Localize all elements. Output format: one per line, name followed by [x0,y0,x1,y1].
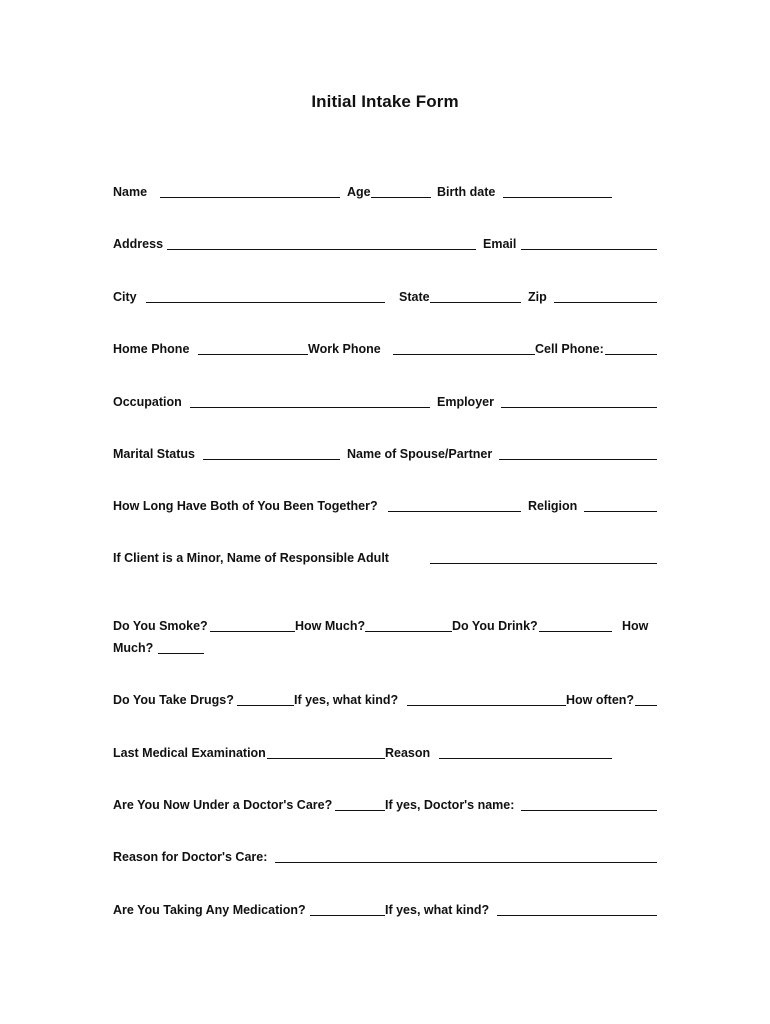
together-field[interactable] [388,498,521,512]
how-much-drink-label-2: Much? [113,641,154,655]
doctor-name-label: If yes, Doctor's name: [385,798,515,812]
how-much-drink-label-1: How [622,619,649,633]
spouse-name-label: Name of Spouse/Partner [347,447,493,461]
row-occupation [0,394,770,418]
zip-label: Zip [528,290,547,304]
work-phone-field[interactable] [393,341,535,355]
minor-label: If Client is a Minor, Name of Responsible Adult [113,551,389,565]
age-label: Age [347,185,371,199]
row-minor [0,550,770,574]
last-exam-label: Last Medical Examination [113,746,266,760]
address-label: Address [113,237,164,251]
address-field[interactable] [167,236,476,250]
drugs-often-label: How often? [566,693,635,707]
doctor-reason-label: Reason for Doctor's Care: [113,850,268,864]
name-label: Name [113,185,148,199]
row-marital [0,446,770,470]
birth-date-field[interactable] [503,184,612,198]
how-much-smoke-label: How Much? [295,619,366,633]
drink-field[interactable] [539,618,612,632]
together-label: How Long Have Both of You Been Together? [113,499,378,513]
drink-label: Do You Drink? [452,619,538,633]
how-much-smoke-field[interactable] [365,618,452,632]
spouse-name-field[interactable] [499,446,657,460]
home-phone-field[interactable] [198,341,308,355]
doctor-reason-field[interactable] [275,849,657,863]
email-label: Email [483,237,517,251]
minor-field[interactable] [430,550,657,564]
medication-kind-label: If yes, what kind? [385,903,490,917]
reason-field[interactable] [439,745,612,759]
employer-field[interactable] [501,394,657,408]
cell-phone-label: Cell Phone: [535,342,604,356]
state-field[interactable] [430,289,521,303]
city-field[interactable] [146,289,385,303]
cell-phone-field[interactable] [605,341,657,355]
row-exam [0,745,770,769]
row-medication [0,902,770,926]
city-label: City [113,290,137,304]
row-name [0,184,770,208]
occupation-field[interactable] [190,394,430,408]
row-together [0,498,770,522]
row-address [0,236,770,260]
doctor-care-label: Are You Now Under a Doctor's Care? [113,798,333,812]
row-phones [0,341,770,365]
email-field[interactable] [521,236,657,250]
row-drugs [0,692,770,716]
age-field[interactable] [371,184,431,198]
smoke-field[interactable] [210,618,295,632]
doctor-care-field[interactable] [335,797,385,811]
occupation-label: Occupation [113,395,182,409]
row-drink-much [0,640,770,664]
last-exam-field[interactable] [267,745,385,759]
drugs-field[interactable] [237,692,294,706]
name-field[interactable] [160,184,340,198]
medication-label: Are You Taking Any Medication? [113,903,306,917]
row-city [0,289,770,313]
zip-field[interactable] [554,289,657,303]
how-much-drink-field[interactable] [158,640,204,654]
birth-date-label: Birth date [437,185,496,199]
marital-status-label: Marital Status [113,447,195,461]
row-doctor-care [0,797,770,821]
religion-label: Religion [528,499,578,513]
reason-label: Reason [385,746,431,760]
doctor-name-field[interactable] [521,797,657,811]
form-title: Initial Intake Form [311,92,459,111]
row-doctor-reason [0,849,770,873]
drugs-kind-field[interactable] [407,692,566,706]
work-phone-label: Work Phone [308,342,381,356]
drugs-often-field[interactable] [635,692,657,706]
marital-status-field[interactable] [203,446,340,460]
state-label: State [399,290,430,304]
smoke-label: Do You Smoke? [113,619,208,633]
religion-field[interactable] [584,498,657,512]
drugs-kind-label: If yes, what kind? [294,693,399,707]
medication-field[interactable] [310,902,385,916]
employer-label: Employer [437,395,494,409]
medication-kind-field[interactable] [497,902,657,916]
drugs-label: Do You Take Drugs? [113,693,234,707]
row-smoke-drink [0,618,770,642]
home-phone-label: Home Phone [113,342,190,356]
